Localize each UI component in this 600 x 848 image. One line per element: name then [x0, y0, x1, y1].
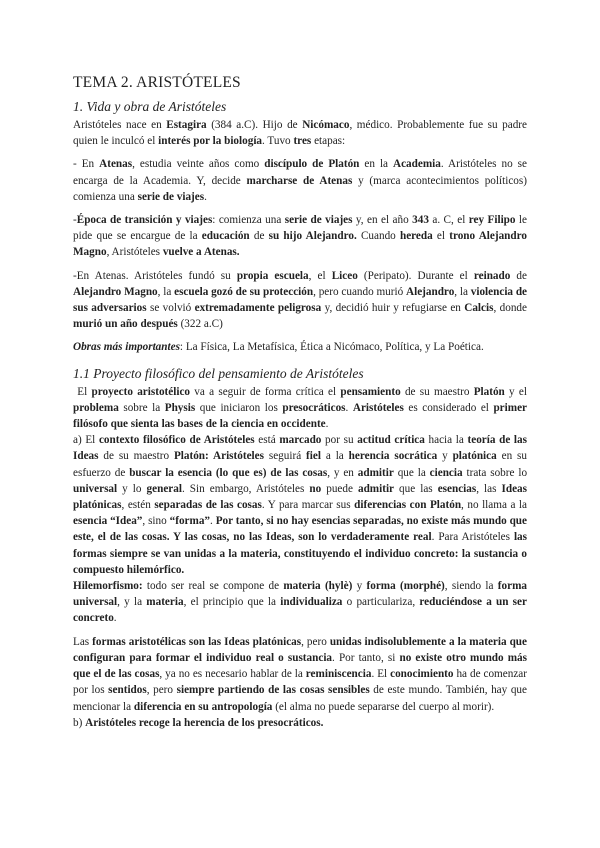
text-run: esencia “Idea”: [73, 515, 143, 528]
text-run: Aristóteles nace en: [73, 119, 167, 131]
text-run: y (marca acontecimientos políticos) comienza una: [73, 174, 527, 203]
text-run: murió un año después: [73, 318, 178, 331]
text-run: de su maestro: [400, 385, 474, 398]
text-run: (hylè): [324, 580, 353, 593]
document-title: TEMA 2. ARISTÓTELES: [73, 74, 241, 91]
text-run: . Y para marcar sus: [261, 499, 355, 512]
text-run: diferencia en su antropología: [133, 700, 273, 713]
text-run: que iniciaron los: [195, 401, 283, 414]
text-run: admitir: [357, 466, 394, 479]
text-run: , no llama a la: [461, 499, 528, 512]
text-run: , el: [308, 269, 332, 282]
text-run: reinado: [473, 269, 511, 282]
text-run: Ideas platónicas: [73, 482, 528, 512]
text-run: (384 a.C). Hijo de: [206, 119, 303, 131]
text-run: , estén: [121, 499, 155, 512]
text-run: y, decidió huir y refugiarse en: [321, 302, 465, 315]
text-run: .: [210, 515, 216, 528]
text-run: Academia: [393, 158, 441, 171]
text-run: Hilemorfismo:: [73, 580, 143, 593]
text-run: , la: [157, 285, 175, 298]
text-run: , ya no es necesario hablar de la: [159, 668, 306, 681]
text-run: sentidos: [108, 684, 147, 697]
text-run: (morphé): [400, 580, 445, 593]
text-run: de: [510, 269, 527, 282]
paragraph-presocraticos: [73, 715, 527, 731]
text-run: tres: [293, 135, 312, 148]
text-run: . Sin embargo, Aristóteles: [181, 482, 310, 495]
paragraph-formas: [73, 634, 527, 715]
text-run: materia: [283, 580, 321, 593]
text-run: : La Física, La Metafísica, Ética a Nicómaco, Política, y La Poética.: [179, 341, 484, 354]
text-run: le pide que se encargue de la: [73, 214, 528, 243]
text-run: formas aristotélicas son las Ideas platónicas: [92, 635, 302, 648]
text-run: a. C, el: [428, 214, 469, 227]
text-run: universal: [73, 482, 118, 495]
paragraph-stage-atenas: [73, 156, 527, 205]
text-run: Calcis: [464, 302, 494, 315]
text-run: , sino: [142, 515, 170, 528]
text-run: todo ser real se compone de: [142, 580, 284, 593]
text-run: -: [73, 214, 77, 227]
text-run: y lo: [117, 482, 147, 495]
text-run: admitir: [357, 482, 395, 495]
text-run: es considerado el: [403, 401, 494, 414]
text-run: problema: [73, 401, 119, 414]
text-run: Por tanto, si no hay esencias separadas, no existe más mundo que este, el de las cosas. Y las cosas, no las Ideas, son lo verdaderamente real: [73, 515, 527, 544]
text-run: El: [73, 385, 92, 398]
text-run: etapas:: [311, 135, 346, 148]
text-run: , la: [454, 285, 471, 298]
text-run: Atenas: [99, 158, 133, 171]
text-run: “forma”: [169, 515, 211, 528]
text-run: a) El: [73, 434, 99, 447]
text-run: , Aristóteles: [106, 246, 163, 259]
text-run: herencia socrática: [348, 450, 438, 463]
text-run: . Por tanto, si: [332, 651, 400, 664]
text-run: Las: [73, 635, 93, 648]
text-run: serie de viajes: [284, 214, 353, 227]
text-run: discípulo de Platón: [264, 158, 360, 171]
text-run: que la: [393, 466, 430, 479]
paragraph-contexto: [73, 432, 527, 578]
text-run: , donde: [493, 302, 527, 315]
paragraph-stage-viajes: [73, 212, 527, 261]
text-run: proyecto aristotélico: [91, 385, 191, 398]
text-run: b): [73, 716, 86, 729]
text-run: Aristóteles recoge la herencia de los presocráticos.: [85, 716, 324, 729]
text-run: esencias: [437, 482, 477, 495]
text-run: Época de transición y viajes: [76, 214, 213, 227]
text-run: Platón: [473, 385, 505, 398]
text-run: de las cosas: [270, 466, 328, 479]
text-run: . Para Aristóteles: [431, 531, 514, 544]
text-run: pensamiento: [340, 385, 401, 398]
text-run: , el principio que la: [183, 596, 281, 609]
text-run: puede: [321, 482, 358, 495]
text-run: vuelve a Atenas.: [162, 246, 240, 259]
text-run: hereda: [399, 230, 433, 243]
text-run: platónica: [452, 450, 497, 463]
text-run: se volvió: [146, 302, 195, 315]
text-run: Estagira: [166, 119, 207, 131]
text-run: buscar la esencia: [129, 466, 212, 479]
paragraph-stage-liceo: [73, 268, 527, 333]
text-run: fiel: [306, 450, 321, 463]
text-run: violencia de sus adversarios: [73, 285, 528, 315]
text-run: Alejandro Magno: [73, 285, 158, 298]
text-run: -En Atenas. Aristóteles fundó su: [73, 269, 237, 282]
text-run: Physis: [164, 401, 196, 414]
paragraph-proyecto: [73, 384, 527, 433]
text-run: diferencias con Platón: [354, 499, 462, 512]
text-run: ha de comenzar por los: [73, 668, 527, 697]
document-page: [73, 74, 527, 731]
text-run: va a seguir de forma crítica el: [190, 385, 341, 398]
text-run: su hijo Alejandro.: [268, 230, 357, 243]
text-run: y: [437, 450, 453, 463]
text-run: propia escuela: [236, 269, 309, 282]
text-run: de: [249, 230, 269, 243]
paragraph-intro: [73, 117, 527, 149]
text-run: , y la: [117, 596, 147, 609]
text-run: Nicómaco: [302, 119, 350, 131]
text-run: : comienza una: [212, 214, 285, 227]
text-run: , las: [476, 482, 502, 495]
text-run: y, en el año: [352, 214, 413, 227]
text-run: siempre partiendo de las cosas sensibles: [176, 684, 370, 697]
text-run: materia: [146, 596, 184, 609]
text-run: (lo que es): [215, 466, 267, 479]
text-run: , estudia veinte años como: [132, 158, 265, 171]
text-run: contexto filosófico de Aristóteles: [98, 434, 255, 447]
text-run: Obras más importantes: [73, 341, 180, 354]
text-run: general: [146, 482, 182, 495]
text-run: primer filósofo que sienta las bases de la ciencia en occidente: [73, 401, 527, 431]
text-run: ciencia: [429, 466, 463, 479]
text-run: actitud crítica: [357, 434, 425, 447]
text-run: . Tuvo: [262, 135, 294, 148]
text-run: - En: [73, 158, 100, 171]
text-run: marcharse de Atenas: [246, 174, 353, 187]
text-run: rey Filipo: [468, 214, 516, 227]
text-run: interés por la biología: [158, 135, 263, 148]
section-heading-vida-obra: 1. Vida y obra de Aristóteles: [73, 99, 227, 114]
text-run: forma: [366, 580, 396, 593]
text-run: trata sobre lo: [462, 466, 528, 479]
text-run: individualiza: [280, 596, 343, 609]
text-run: conocimiento: [390, 668, 454, 681]
text-run: , pero cuando murió: [313, 285, 407, 298]
text-run: a la: [320, 450, 349, 463]
text-run: unidas indisolublemente a la materia que configuran para formar el individuo real o sustancia: [73, 635, 527, 664]
text-run: presocráticos: [282, 401, 346, 414]
text-run: o particulariza,: [342, 596, 420, 609]
text-run: (Peripato). Durante el: [357, 269, 474, 282]
text-run: sobre la: [118, 401, 165, 414]
text-run: de su maestro: [98, 450, 174, 463]
text-run: el: [432, 230, 450, 243]
text-run: no: [309, 482, 322, 495]
text-run: , médico. Probablemente fue su padre quien le inculcó el: [73, 119, 527, 148]
text-run: (322 a.C): [177, 318, 223, 331]
paragraph-obras: [73, 339, 527, 355]
text-run: Platón: Aristóteles: [173, 450, 264, 463]
text-run: reminiscencia: [305, 668, 372, 681]
text-run: . El: [371, 668, 391, 681]
section-heading-proyecto: 1.1 Proyecto filosófico del pensamiento de Aristóteles: [73, 365, 364, 381]
text-run: .: [113, 612, 117, 625]
text-run: , y en: [327, 466, 358, 479]
text-run: que las: [394, 482, 438, 495]
text-run: , pero: [301, 635, 330, 648]
text-run: .: [204, 190, 207, 203]
text-run: Cuando: [356, 230, 400, 243]
text-run: de este mundo. También, hay que mencionar la: [73, 684, 527, 713]
text-run: teoría de las Ideas: [73, 434, 527, 463]
text-run: Aristóteles: [352, 401, 404, 414]
text-run: en su esfuerzo de: [73, 450, 527, 479]
text-run: por su: [321, 434, 358, 447]
text-run: escuela gozó de su protección: [174, 285, 314, 298]
text-run: marcado: [279, 434, 322, 447]
text-run: serie de viajes: [137, 190, 205, 203]
text-run: . Aristóteles no se encarga de la Academia. Y, decide: [73, 158, 528, 187]
text-run: está: [254, 434, 280, 447]
text-run: reduciéndose a un ser concreto: [73, 596, 527, 625]
text-run: seguirá: [263, 450, 307, 463]
paragraph-hilemorfismo: [73, 578, 527, 627]
text-run: , siendo la: [444, 580, 498, 593]
text-run: Liceo: [331, 269, 358, 282]
text-run: forma universal: [73, 580, 527, 609]
text-run: en la: [359, 158, 394, 171]
text-run: 343: [412, 214, 429, 227]
text-run: y: [352, 580, 367, 593]
text-run: las formas siempre se van unidas a la materia, constituyendo el individuo concreto: la sustancia o compuesto hilemórfico.: [73, 531, 527, 576]
text-run: , pero: [146, 684, 177, 697]
text-run: Alejandro: [406, 285, 455, 298]
text-run: trono Alejandro Magno: [73, 230, 527, 259]
text-run: extremadamente peligrosa: [194, 302, 322, 315]
text-run: separadas de las cosas: [154, 499, 262, 512]
text-run: (el alma no puede separarse del cuerpo al morir).: [272, 700, 495, 713]
text-run: hacia la: [424, 434, 468, 447]
text-run: educación: [201, 230, 250, 243]
text-run: .: [325, 418, 329, 431]
text-run: y el: [504, 385, 527, 398]
text-run: .: [345, 401, 353, 414]
text-run: no existe otro mundo más que el de las cosas: [73, 651, 528, 681]
